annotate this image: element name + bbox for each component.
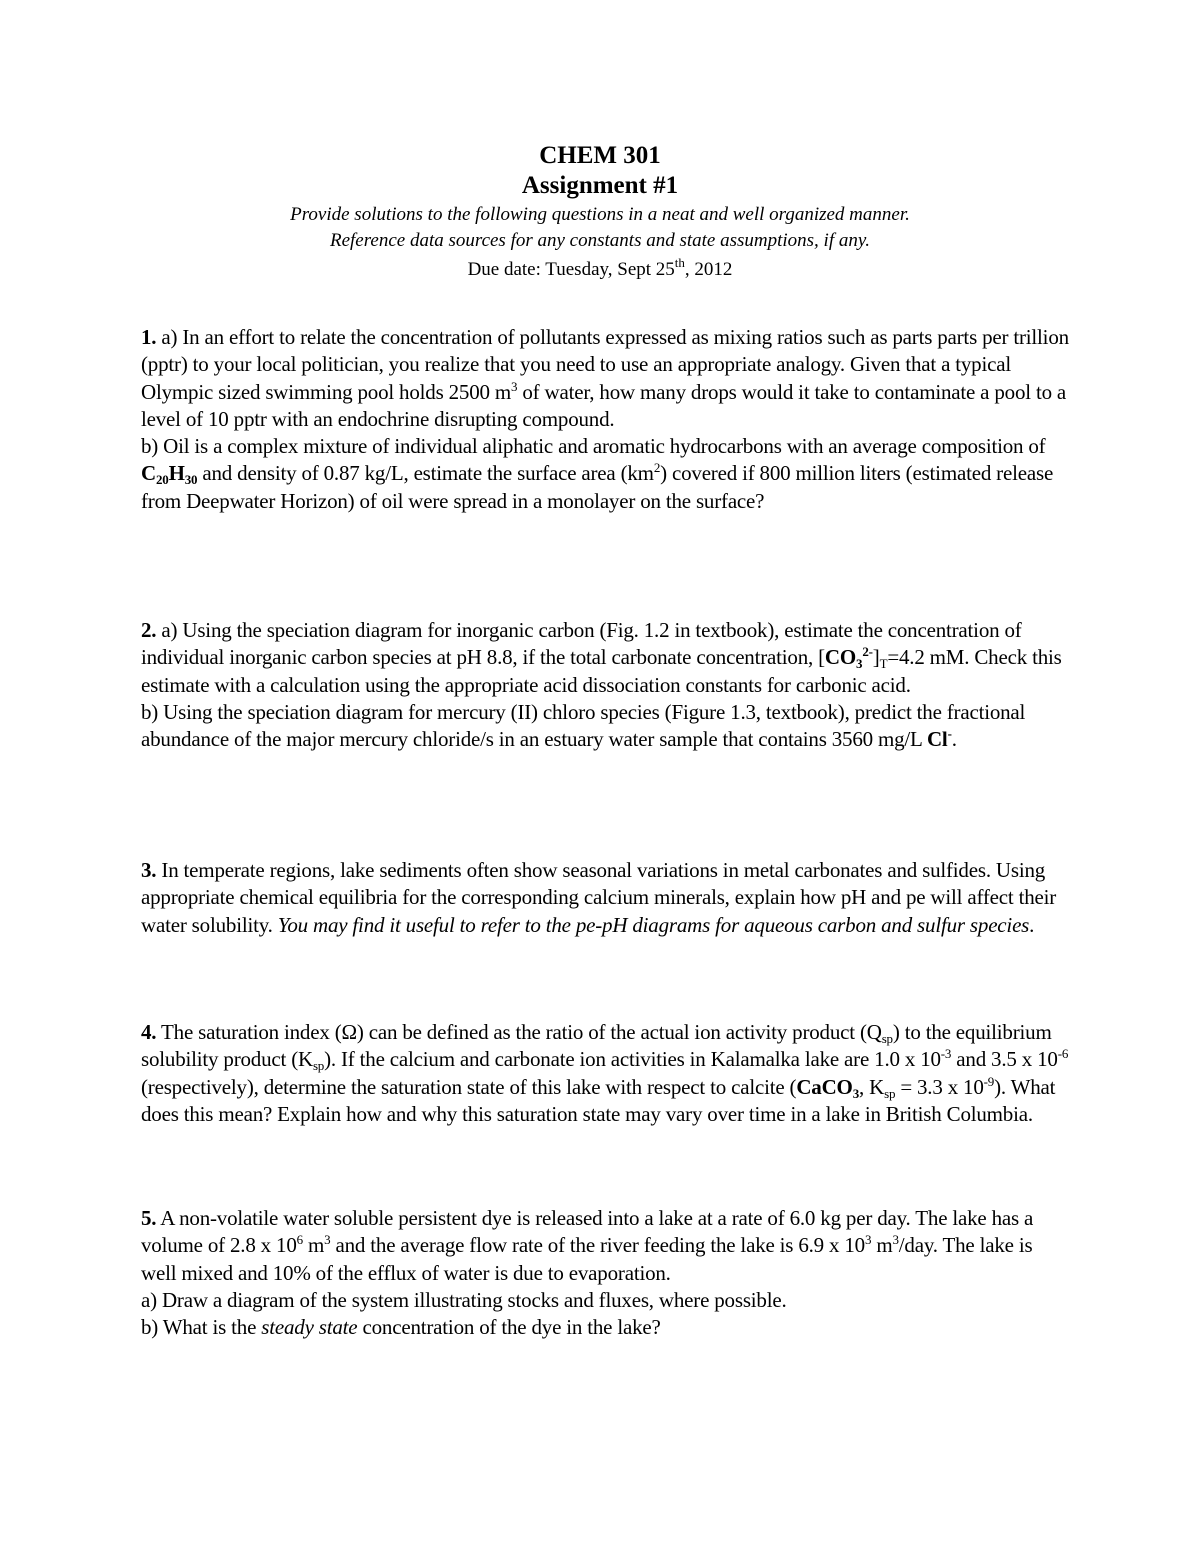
q5b-italic: steady state: [261, 1315, 358, 1340]
q2b-text: b) Using the speciation diagram for mercury (II) chloro species (Figure 1.3, textbook), predict the fractional abundance of the major mercury chloride/s in an estuary water sample that contains 3560 mg/L: [141, 699, 1026, 752]
course-title: CHEM 301: [539, 142, 661, 169]
question-number: 1.: [141, 325, 157, 349]
question-5: [141, 1205, 1071, 1341]
question-2b: [141, 699, 1071, 754]
q5-exp-3: 3: [864, 1232, 872, 1248]
q3-hint: You may find it useful to refer to the pe-pH diagrams for aqueous carbon and sulfur species: [277, 912, 1030, 937]
q4-text-8: ). What does this mean? Explain how and why this saturation state may vary over time in a lake in British Columbia.: [141, 1074, 1056, 1126]
formula-co3-charge: 2-: [862, 644, 873, 660]
document-header: [0, 140, 1200, 284]
q4-exp-2: -6: [1057, 1046, 1069, 1062]
due-date-ordinal: th: [674, 255, 685, 270]
q1b-sup: 2: [653, 460, 661, 476]
q2a-text-end: =4.2 mM. Check this estimate with a calculation using the appropriate acid dissociation constants for carbonic acid.: [141, 645, 1062, 697]
question-5a: a) Draw a diagram of the system illustrating stocks and fluxes, where possible.: [141, 1287, 787, 1312]
formula-h: H: [168, 461, 185, 486]
q2a-bracket: ]: [872, 645, 880, 670]
q2a-total-sub: T: [879, 656, 888, 672]
q5-exp-1: 6: [296, 1232, 303, 1248]
question-number: 4.: [141, 1020, 157, 1044]
question-2: [141, 617, 1071, 753]
question-number: 5.: [141, 1206, 157, 1230]
formula-c-sub: 20: [155, 472, 169, 488]
question-5b: [141, 1314, 1071, 1341]
q2a-text: a) Using the speciation diagram for inorganic carbon (Fig. 1.2 in textbook), estimate the concentration of individual inorganic carbon species at pH 8.8, if the total carbonate concentration, [: [141, 618, 1022, 670]
q5-text-4: m: [871, 1233, 893, 1258]
q5-exp-4: 3: [892, 1232, 899, 1248]
due-date-year: , 2012: [684, 259, 733, 280]
question-3: [141, 857, 1071, 939]
question-2a: [141, 617, 1071, 699]
question-5-text: [141, 1205, 1071, 1287]
q2b-end: .: [951, 727, 957, 752]
q4-sub-3: sp: [884, 1085, 896, 1101]
q4-text-3: ). If the calcium and carbonate ion activities in Kalamalka lake are 1.0 x 10: [324, 1047, 941, 1072]
q4-text-2: ) to the equilibrium solubility product (K: [141, 1020, 1052, 1072]
instruction-line-2: Reference data sources for any constants and state assumptions, if any.: [329, 230, 871, 251]
question-4: [141, 1019, 1071, 1128]
formula-h-sub: 30: [184, 472, 198, 488]
question-1: [141, 324, 1071, 515]
chloride-ion: Cl: [926, 727, 948, 752]
question-number: 3.: [141, 858, 157, 882]
question-1a: [141, 324, 1071, 433]
due-date-text: Due date: Tuesday, Sept 25: [467, 259, 675, 280]
q4-sub-1: sp: [881, 1031, 893, 1046]
q4-sub-2: sp: [312, 1058, 325, 1074]
q1a-text: a) In an effort to relate the concentration of pollutants expressed as mixing ratios such as parts parts per trillion (pptr) to your local politician, you realize that you need to use an appropriate analogy. Given that a typical Olympic sized swimming pool holds 2500 m: [141, 325, 1069, 404]
question-1b: [141, 433, 1071, 515]
q4-exp-1: -3: [940, 1046, 952, 1062]
formula-co3: CO: [824, 645, 857, 670]
question-4-text: [141, 1019, 1071, 1128]
q5-text-1: A non-volatile water soluble persistent dye is released into a lake at a rate of 6.0 kg per day. The lake has a volume of 2.8 x 10: [141, 1206, 1034, 1258]
chloride-charge: -: [947, 726, 952, 742]
q1b-text: b) Oil is a complex mixture of individual aliphatic and aromatic hydrocarbons with an average composition of: [141, 434, 1046, 459]
q1a-text-end: of water, how many drops would it take to contaminate a pool to a level of 10 pptr with an endochrine disrupting compound.: [141, 379, 1067, 431]
q5-text-5: /day. The lake is well mixed and 10% of the efflux of water is due to evaporation.: [141, 1233, 1033, 1285]
formula-caco3-sub: 3: [852, 1085, 860, 1101]
formula-co3-sub: 3: [856, 656, 863, 672]
question-3-text: [141, 857, 1071, 939]
q5-text-2: m: [302, 1233, 325, 1258]
q1a-sup: 3: [511, 378, 518, 394]
q5b-text-end: concentration of the dye in the lake?: [357, 1315, 661, 1340]
instruction-line-1: Provide solutions to the following questions in a neat and well organized manner.: [290, 204, 910, 225]
due-date: [0, 256, 1200, 284]
q1b-text-3: ) covered if 800 million liters (estimated release from Deepwater Horizon) of oil were spread in a monolayer on the surface?: [141, 461, 1054, 513]
question-number: 2.: [141, 618, 157, 642]
q3-text: In temperate regions, lake sediments often show seasonal variations in metal carbonates and sulfides. Using appropriate chemical equilibria for the corresponding calcium minerals, explain how pH and pe will affect their water solubility.: [141, 858, 1057, 937]
formula-c: C: [141, 461, 156, 486]
q5b-text: b) What is the: [141, 1315, 262, 1340]
q4-text-4: and 3.5 x 10: [951, 1047, 1058, 1072]
q4-exp-3: -9: [983, 1073, 995, 1089]
assignment-title: Assignment #1: [521, 172, 679, 199]
q4-text-5: (respectively), determine the saturation state of this lake with respect to calcite (: [141, 1074, 797, 1099]
q4-text-7: = 3.3 x 10: [895, 1074, 984, 1099]
q5-text-3: and the average flow rate of the river feeding the lake is 6.9 x 10: [330, 1233, 865, 1258]
q1b-text-2: and density of 0.87 kg/L, estimate the surface area (km: [197, 461, 654, 486]
q5-exp-2: 3: [324, 1232, 331, 1248]
q4-text-6: , K: [859, 1074, 885, 1099]
q4-text-1: The saturation index (Ω) can be defined as the ratio of the actual ion activity product (Q: [156, 1020, 882, 1044]
q3-end: .: [1029, 912, 1035, 937]
formula-caco3: CaCO: [796, 1074, 853, 1099]
